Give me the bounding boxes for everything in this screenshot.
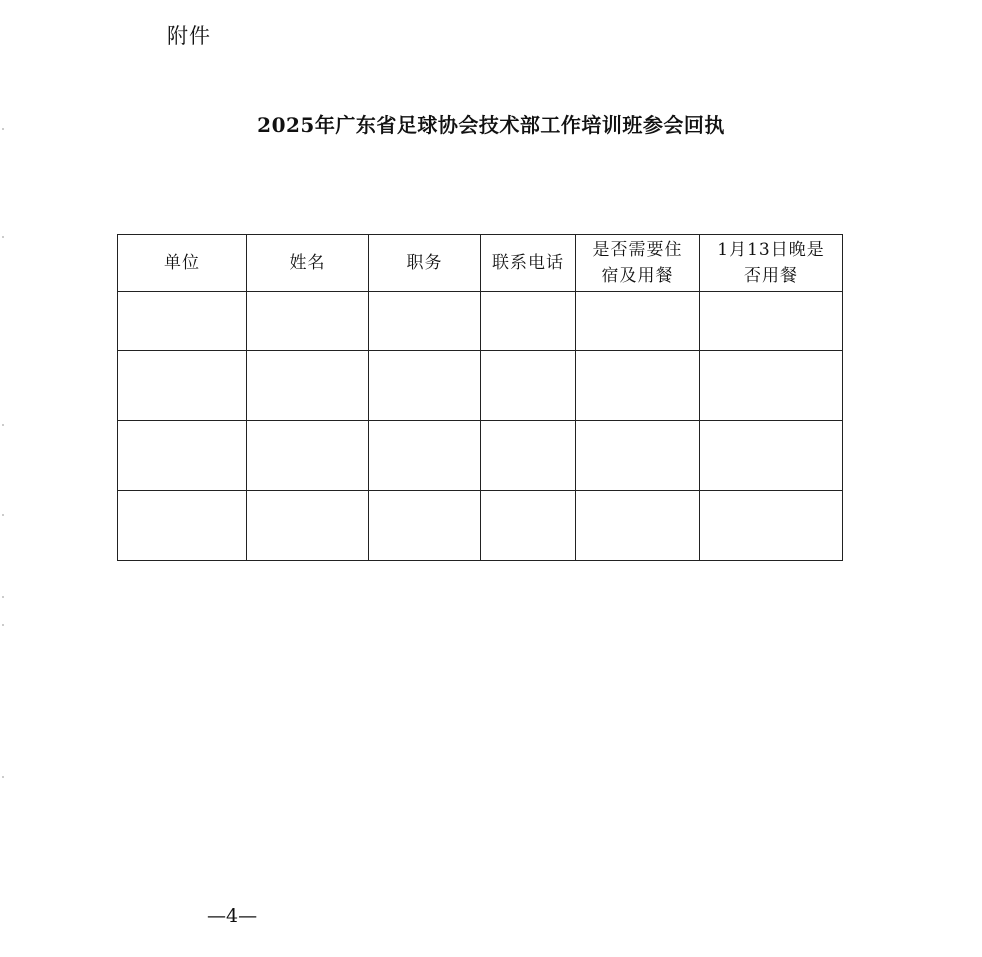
header-unit <box>118 235 247 292</box>
table-cell[interactable] <box>481 351 576 421</box>
table-cell[interactable] <box>700 292 843 351</box>
page-title: 2025年广东省足球协会技术部工作培训班参会回执 <box>257 113 725 137</box>
table-cell[interactable] <box>481 292 576 351</box>
table-cell[interactable] <box>118 491 247 561</box>
header-accommodation-line2: 宿及用餐 <box>601 266 674 286</box>
header-accommodation-line1: 是否需要住 <box>592 240 683 260</box>
table-cell[interactable] <box>369 351 481 421</box>
table-row <box>118 491 843 561</box>
header-unit-label: 单位 <box>164 253 200 273</box>
table-cell[interactable] <box>118 292 247 351</box>
scan-margin-marks <box>0 0 6 957</box>
table-cell[interactable] <box>247 491 369 561</box>
header-position-label: 职务 <box>406 253 443 273</box>
table-row <box>118 351 843 421</box>
table-cell[interactable] <box>369 292 481 351</box>
table-cell[interactable] <box>700 351 843 421</box>
attachment-label: 附件 <box>167 24 211 48</box>
table-cell[interactable] <box>118 421 247 491</box>
header-dinner-line1: 1月13日晚是 <box>717 240 825 260</box>
header-position <box>369 235 481 292</box>
table-row <box>118 292 843 351</box>
table-cell[interactable] <box>247 351 369 421</box>
table-header-row <box>118 235 843 292</box>
table-cell[interactable] <box>369 491 481 561</box>
table-cell[interactable] <box>481 421 576 491</box>
header-name-label: 姓名 <box>289 253 326 273</box>
table-cell[interactable] <box>369 421 481 491</box>
header-dinner <box>700 235 843 292</box>
table-cell[interactable] <box>700 421 843 491</box>
table-cell[interactable] <box>481 491 576 561</box>
table-cell[interactable] <box>118 351 247 421</box>
table-cell[interactable] <box>576 351 700 421</box>
header-name <box>247 235 369 292</box>
page-number: —4— <box>207 905 258 927</box>
header-dinner-line2: 否用餐 <box>744 266 798 286</box>
table-cell[interactable] <box>247 421 369 491</box>
table-cell[interactable] <box>700 491 843 561</box>
table-cell[interactable] <box>576 491 700 561</box>
reply-form-table <box>117 234 843 561</box>
table-cell[interactable] <box>576 292 700 351</box>
table-cell[interactable] <box>247 292 369 351</box>
table-row <box>118 421 843 491</box>
table-cell[interactable] <box>576 421 700 491</box>
header-phone <box>481 235 576 292</box>
header-phone-label: 联系电话 <box>492 253 564 273</box>
header-accommodation <box>576 235 700 292</box>
